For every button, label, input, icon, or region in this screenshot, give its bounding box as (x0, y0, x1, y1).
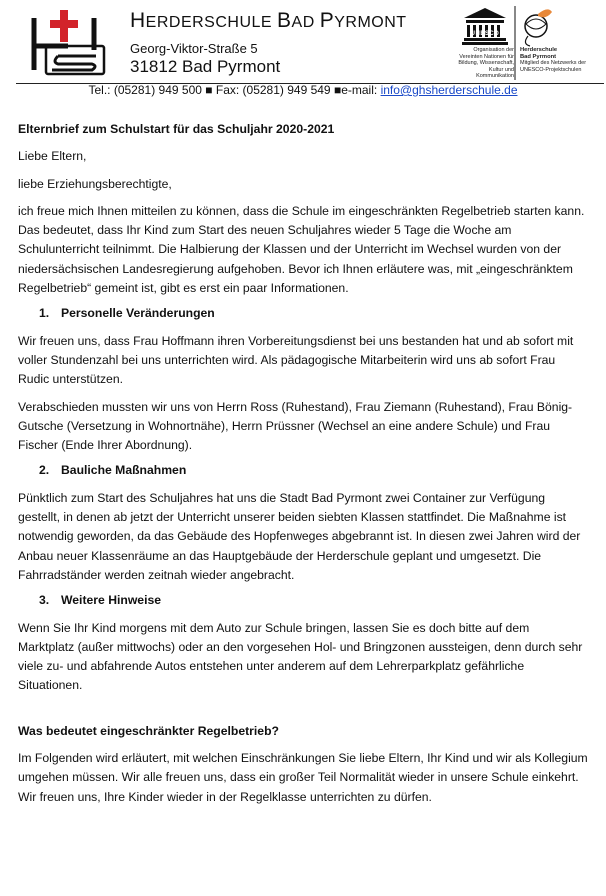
contact-line (0, 83, 606, 97)
globe-leaf-icon (525, 9, 552, 46)
notes-paragraph: Wenn Sie Ihr Kind morgens mit dem Auto zur Schule bringen, lassen Sie es doch bitte auf dem Marktplatz (außer mittwochs) oder an den vorgesehen Hol- und Bringzonen aussteigen, denn durch sehr viele zu- und abfahrende Autos entstehen unter anderem auf dem Lehrerparkplatz gefährliche Situationen. (18, 620, 583, 693)
letter-body (18, 120, 588, 807)
ghs-subtitle: Bad Pyrmont (520, 53, 557, 60)
final-paragraph: Im Folgenden wird erläutert, mit welchen Einschränkungen Sie liebe Eltern, Ihr Kind und wir als Kollegium umgehen müssen. Wir alle freuen uns, dass ein großer Teil Normalität wieder in unsere Schule einkehrt. Wir freuen uns, Ihre Kinder wieder in der Regelklasse unterrichten zu dürfen. (18, 751, 588, 804)
ghs-caption (520, 47, 606, 73)
construction-paragraph: Pünktlich zum Start des Schuljahres hat uns die Stadt Bad Pyrmont zwei Container zur Verfügung gestellt, in denen ab jetzt der Unterricht unserer beiden siebten Klassen stattfindet. Die Maßnahme ist notwendig geworden, da das Gebäude des Hopfenweges abgebrannt ist. In diesen zwei Jahren wird der Anbau neuer Klassenräume an das Hauptgebäude der Herderschule geplant und umgesetzt. Die Fahrradständer werden zeitnah wieder angebracht. (18, 490, 581, 582)
contact-fax: Fax: (05281) 949 549 (215, 83, 331, 97)
school-city: 31812 Bad Pyrmont (130, 57, 281, 76)
section-heading-personnel: 1. Personelle Veränderungen (39, 306, 215, 321)
section-heading-notes: 3. Weitere Hinweise (39, 593, 162, 608)
personnel-paragraph-2: Verabschieden mussten wir uns von Herrn Ross (Ruhestand), Frau Ziemann (Ruhestand), Frau Bönig-Gutsche (Versetzung in Wohnortnähe), Herrn Prüssner (Wechsel an eine andere Schule) und Frau Fischer (Ende Ihrer Abordnung). (18, 399, 573, 453)
section-heading-construction: 2. Bauliche Maßnahmen (39, 463, 187, 478)
personnel-paragraph-1: Wir freuen uns, dass Frau Hoffmann ihren Vorbereitungsdienst bei uns bestanden hat und ab sofort mit voller Stundenzahl bei uns unterrichten wird. Als pädagogische Mitarbeiterin wird uns ab sofort Frau Rudic unterstützen. (18, 333, 574, 387)
salutation-guardians: liebe Erziehungsberechtigte, (18, 176, 172, 191)
school-street: Georg-Viktor-Straße 5 (130, 41, 258, 56)
salutation-parents: Liebe Eltern, (18, 149, 87, 164)
contact-tel: Tel.: (05281) 949 500 (88, 83, 202, 97)
ghs-network: Mitglied des Netzwerks der UNESCO-Projektschulen (520, 60, 587, 73)
intro-paragraph: ich freue mich Ihnen mitteilen zu können, dass die Schule im eingeschränkten Regelbetrieb starten kann. Das bedeutet, dass Ihr Kind zum Start des neuen Schuljahres wieder 5 Tage die Woche am Schulunterricht teilnimmt. Die Halbierung der Klassen und der Unterricht im Wechsel wurden von der niedersächsischen Landesregierung aufgehoben. Bevor ich Ihnen erläutere was, mit „eingeschränktem Regelbetrieb“ gemeint ist, gibt es erst ein paar Informationen. (18, 203, 585, 296)
ghs-title: Herderschule (520, 47, 558, 53)
letter-subject: Elternbrief zum Schulstart für das Schuljahr 2020-2021 (18, 122, 335, 136)
school-name: HERDERSCHULE BAD PYRMONT (130, 9, 407, 32)
hs-cross-logo-icon (28, 10, 108, 76)
letterhead (0, 0, 606, 100)
unesco-logo-label: UNESCO (470, 31, 500, 37)
contact-email-link[interactable]: info@ghsherderschule.de (380, 83, 518, 97)
square-bullet-icon: ■ (205, 83, 213, 97)
question-heading: Was bedeutet eingeschränkter Regelbetrieb? (18, 723, 279, 738)
contact-email-label: e-mail: (341, 83, 378, 97)
unesco-caption: Organisation der Vereinten Nationen für Bildung, Wissenschaft, Kultur und Kommunikation (458, 47, 514, 79)
square-bullet-icon: ■ (333, 83, 342, 97)
